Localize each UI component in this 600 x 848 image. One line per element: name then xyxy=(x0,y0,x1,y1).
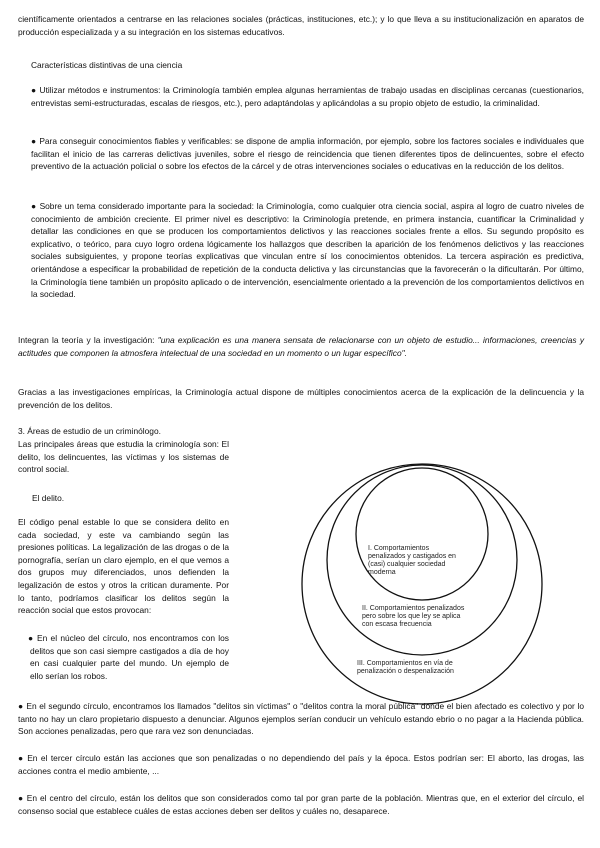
bullet-third-circle xyxy=(18,752,584,777)
ring2-line1: II. Comportamientos penalizados xyxy=(362,605,465,612)
bullet-center-text: En el centro del círculo, están los delitos que son considerados como tal por gran parte de la población. Mientras que, en el exterior del círculo, el consenso social que establece cuáles de estas acciones deben ser delitos y cuáles no, desaparece. xyxy=(18,793,585,816)
ring2-line3: con escasa frecuencia xyxy=(362,621,432,628)
bullet-dot: ● xyxy=(18,753,25,763)
bullet-second-text: En el segundo círculo, encontramos los llamados "delitos sin víctimas" o "delitos contra la moral pública" donde el bien afectado es colectivo y por lo tanto no hay un claro propietario dispuesto a denunciar. Algunos ejemplos serían conducir un vehículo estando ebrio o no pagar a la Hacienda pública. Son acciones penalizadas, pero que rara vez son denunciadas. xyxy=(18,701,584,737)
bullet-methods xyxy=(31,84,584,109)
bullet-center-circle xyxy=(18,792,584,817)
theory-lead: Integran la teoría y la investigación: xyxy=(18,335,158,345)
section3-intro: Las principales áreas que estudia la criminología son: El delito, los delincuentes, las víctimas y los sistemas de control social. xyxy=(18,439,229,475)
bullet-third-text: En el tercer círculo están las acciones que son penalizadas o no dependiendo del país y la época. Estos podrían ser: El aborto, las drogas, las acciones contra el medio ambiente, ... xyxy=(18,753,584,776)
bullet-methods-text: la Criminología también emplea algunas herramientas de trabajo usadas en disciplinas cercanas (cuestionarios, entrevistas semi-estructuradas, escalas de riesgos, etc.), pero adaptándolas y aplicándolas a su propio objeto de estudio, la criminalidad. xyxy=(31,85,584,108)
bullet-reliable-text: se dispone de amplia información, por ejemplo, sobre los factores sociales e individuales que facilitan el inicio de las carreras delictivas juveniles, sobre el riesgo de reincidencia que tienen diferentes tipos de delincuentes, sobre el efecto preventivo de la actuación policial o sobre los efectos de la cárcel y de otras intervenciones sociales o educativas en la reducción de los delitos. xyxy=(31,136,584,172)
ring3-line2: penalización o despenalización xyxy=(357,668,454,675)
bullet-dot: ● xyxy=(31,85,37,95)
ring2-line2: pero sobre los que ley se aplica xyxy=(362,613,461,620)
ring3-line1: III. Comportamientos en vía de xyxy=(357,660,453,667)
bullet-important-topic xyxy=(31,200,584,301)
bullet-topic-lead: Sobre un tema considerado importante para la sociedad: xyxy=(39,201,254,211)
theory-paragraph xyxy=(18,334,584,359)
empirical-paragraph: Gracias a las investigaciones empíricas, la Criminología actual dispone de múltiples conocimientos acerca de la explicación de la delincuencia y la prevención de los delitos. xyxy=(18,387,584,410)
bullet-dot: ● xyxy=(31,136,37,146)
concentric-circles-diagram xyxy=(283,460,573,710)
bullet-dot: ● xyxy=(28,633,35,643)
subheading-delito: El delito. xyxy=(32,493,65,503)
ring1-line1: I. Comportamientos xyxy=(368,545,430,552)
bullet-topic-text: la Criminología, como cualquier otra ciencia social, aspira al logro de cuatro niveles de conocimiento de ambición creciente. El primer nivel es descriptivo: la Criminología pretende, en primera instancia, cuantificar la Criminalidad y detallar las condiciones en que se producen los comportamientos delictivos y las reacciones sociales frente a ellos. Su segundo propósito es explicativo, o teórico, para cuyo logro ordena lógicamente los hallazgos que describen la aparición de los fenómenos delictivos y las reacciones sociales subsiguientes, y propone teorías explicativas que vinculan entre sí los conocimientos obtenidos. La tercera aspiración es predictiva, orientándose a especificar la probabilidad de repetición de la conducta delictiva y las circunstancias que la favorecerán o la dificultarán. Por último, la Criminología tiene también un propósito aplicado o de intervención, esencialmente orientado a la prevención de los comportamientos delictivos en la sociedad. xyxy=(31,201,584,300)
bullet-methods-lead: Utilizar métodos e instrumentos: xyxy=(39,85,161,95)
bullet-dot: ● xyxy=(18,793,24,803)
inner-circle xyxy=(356,468,488,600)
bullet-reliable-lead: Para conseguir conocimientos fiables y verificables: xyxy=(39,136,233,146)
theory-quote: "una explicación es una manera sensata de relacionarse con un objeto de estudio... informaciones, creencias y actitudes que componen la atmosfera intelectual de una sociedad en un momento o un lugar específico". xyxy=(18,335,585,358)
section3-title: 3. Áreas de estudio de un criminólogo. xyxy=(18,426,161,436)
bullet-nucleus xyxy=(30,632,229,682)
ring1-line3: (casi) cualquier sociedad xyxy=(368,561,446,568)
bullet-reliable-knowledge xyxy=(31,135,584,173)
delito-body: El código penal estable lo que se considera delito en cada sociedad, y este va cambiando según las presiones políticas. La legalización de las drogas o de la pornografía, serían un claro ejemplo, en el que vemos a dos grupos muy diferenciados, unos defienden la legalización de estos y otros la critican duramente. Por lo tanto, podríamos clasificar los delitos según la reacción social que estos provocan: xyxy=(18,517,229,616)
bullet-nucleus-text: En el núcleo del círculo, nos encontramos con los delitos que son casi siempre castigados a día de hoy en casi cualquier parte del mundo. Un ejemplo de ello serían los robos. xyxy=(30,633,229,681)
ring1-line2: penalizados y castigados en xyxy=(368,553,456,560)
bullet-dot: ● xyxy=(18,701,24,711)
section-heading-characteristics: Características distintivas de una ciencia xyxy=(31,60,183,70)
ring1-line4: moderna xyxy=(368,569,396,576)
intro-paragraph: científicamente orientados a centrarse en las relaciones sociales (prácticas, instituciones, etc.); y lo que lleva a su institucionalización en aparatos de producción especializada y a su integración en los sistemas educativos. xyxy=(18,14,584,37)
bullet-dot: ● xyxy=(31,201,37,211)
